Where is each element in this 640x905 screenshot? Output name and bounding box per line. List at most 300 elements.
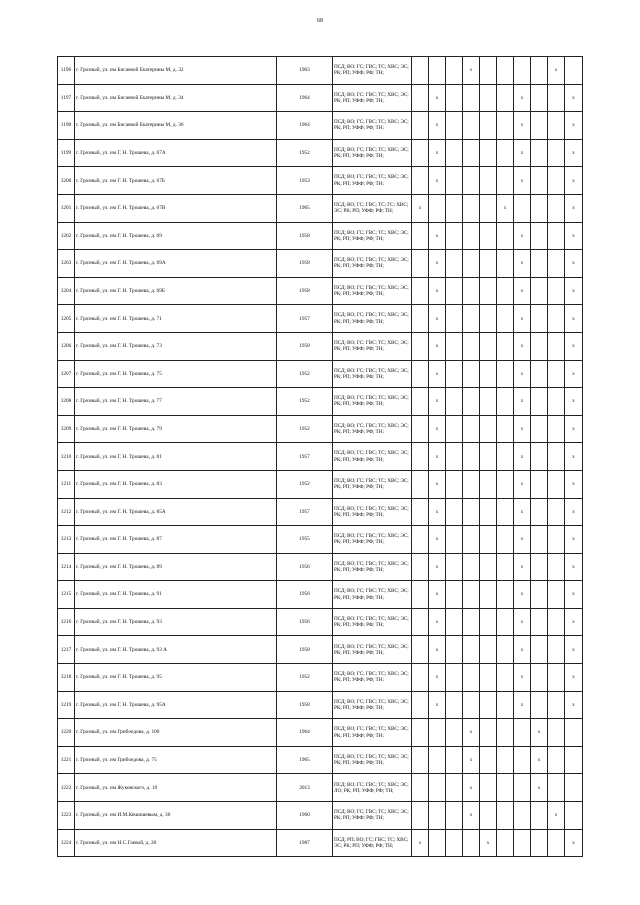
mark-cell: [463, 691, 480, 719]
mark-cell: [548, 167, 565, 195]
mark-cell: [412, 415, 429, 443]
mark-cell: [446, 360, 463, 388]
works-cell: ПСД; ВО; ГС; ГВС; ТС; ХВС; ЭС; РК; РП; УФФ; РФ; ТН;: [333, 719, 412, 747]
address-cell: г. Грозный, ул. им Г. Н. Трошева, д. 75: [75, 360, 277, 388]
works-cell: ПСД; ВО; ГС; ГВС; ТС; ХВС; ЭС; ЛО; РК; РП; УФФ; РФ; ТН;: [333, 774, 412, 802]
mark-cell: [412, 84, 429, 112]
table-row: [58, 222, 583, 250]
mark-cell: x: [514, 415, 531, 443]
mark-cell: x: [463, 774, 480, 802]
works-cell: ПСД; ВО; ГС; ГВС; ТС; ХВС; ЭС; РК; РП; УФФ; РФ; ТН;: [333, 498, 412, 526]
mark-cell: [446, 664, 463, 692]
mark-cell: [548, 719, 565, 747]
mark-cell: [463, 636, 480, 664]
mark-cell: [429, 194, 446, 222]
mark-cell: [497, 415, 514, 443]
mark-cell: [463, 498, 480, 526]
mark-cell: x: [565, 84, 583, 112]
address-cell: г. Грозный, ул. им Н.С.Гаевой, д. 20: [75, 829, 277, 857]
mark-cell: x: [429, 526, 446, 554]
mark-cell: x: [565, 664, 583, 692]
mark-cell: x: [514, 332, 531, 360]
mark-cell: [412, 636, 429, 664]
mark-cell: [446, 802, 463, 830]
mark-cell: [565, 57, 583, 85]
mark-cell: [497, 691, 514, 719]
row-number: 1199: [58, 139, 75, 167]
mark-cell: [463, 84, 480, 112]
mark-cell: [531, 526, 548, 554]
year-cell: 1952: [277, 360, 333, 388]
mark-cell: [497, 84, 514, 112]
mark-cell: x: [565, 608, 583, 636]
mark-cell: x: [463, 57, 480, 85]
mark-cell: x: [531, 719, 548, 747]
mark-cell: [497, 443, 514, 471]
mark-cell: [497, 388, 514, 416]
works-cell: ПСД; ВО; ГС; ГВС; ТС; ХВС; ЭС; РК; РП; УФФ; РФ; ТН;: [333, 139, 412, 167]
table-row: [58, 194, 583, 222]
mark-cell: [497, 250, 514, 278]
mark-cell: [412, 443, 429, 471]
mark-cell: [412, 57, 429, 85]
works-cell: ПСД; ВО; ГС; ГВС; ТС; ХВС; ЭС; РК; РП; УФФ; РФ; ТН;: [333, 664, 412, 692]
year-cell: 1965: [277, 194, 333, 222]
mark-cell: [446, 415, 463, 443]
mark-cell: x: [565, 332, 583, 360]
mark-cell: [446, 388, 463, 416]
mark-cell: x: [565, 526, 583, 554]
mark-cell: [497, 774, 514, 802]
table-row: [58, 802, 583, 830]
table-row: [58, 57, 583, 85]
address-cell: г. Грозный, ул. им Г. Н. Трошева, д. 71: [75, 305, 277, 333]
works-cell: ПСД; ВО; ГС; ГВС; ТС; ХВС; ЭС; РК; РП; УФФ; РФ; ТН;: [333, 636, 412, 664]
mark-cell: [514, 774, 531, 802]
mark-cell: x: [514, 388, 531, 416]
mark-cell: [412, 277, 429, 305]
table-row: [58, 112, 583, 140]
mark-cell: x: [565, 305, 583, 333]
mark-cell: [480, 84, 497, 112]
mark-cell: x: [514, 664, 531, 692]
mark-cell: [480, 608, 497, 636]
address-cell: г. Грозный, ул. им Г. Н. Трошева, д. 93 А: [75, 636, 277, 664]
mark-cell: [548, 636, 565, 664]
table-row: [58, 250, 583, 278]
address-cell: г. Грозный, ул. им И.М.Кешишевым, д. 30: [75, 802, 277, 830]
mark-cell: [548, 664, 565, 692]
mark-cell: x: [514, 305, 531, 333]
mark-cell: x: [565, 443, 583, 471]
mark-cell: [548, 608, 565, 636]
mark-cell: [531, 443, 548, 471]
mark-cell: [412, 305, 429, 333]
mark-cell: [446, 305, 463, 333]
table-row: [58, 608, 583, 636]
mark-cell: [565, 719, 583, 747]
address-cell: г. Грозный, ул. им Г. Н. Трошева, д. 85А: [75, 498, 277, 526]
works-cell: ПСД; ВО; ГС; ГВС; ТС; ХВС; ЭС; РК; РП; УФФ; РФ; ТН;: [333, 57, 412, 85]
mark-cell: [429, 57, 446, 85]
mark-cell: [480, 57, 497, 85]
mark-cell: x: [514, 581, 531, 609]
row-number: 1216: [58, 608, 75, 636]
mark-cell: [463, 277, 480, 305]
year-cell: 1957: [277, 498, 333, 526]
table-row: [58, 167, 583, 195]
mark-cell: [446, 222, 463, 250]
mark-cell: x: [429, 112, 446, 140]
mark-cell: x: [514, 470, 531, 498]
mark-cell: [531, 277, 548, 305]
mark-cell: [548, 581, 565, 609]
table-row: [58, 581, 583, 609]
mark-cell: x: [429, 691, 446, 719]
works-cell: ПСД; ВО; ГС; ГВС; ТС; ХВС; ЭС; РК; РП; УФФ; РФ; ТН;: [333, 360, 412, 388]
address-cell: г. Грозный, ул. им Бисаевой Екатерины М, д. 36: [75, 112, 277, 140]
mark-cell: x: [429, 553, 446, 581]
mark-cell: [446, 746, 463, 774]
mark-cell: [514, 194, 531, 222]
mark-cell: x: [514, 167, 531, 195]
row-number: 1221: [58, 746, 75, 774]
row-number: 1215: [58, 581, 75, 609]
mark-cell: x: [565, 470, 583, 498]
mark-cell: [480, 112, 497, 140]
row-number: 1224: [58, 829, 75, 857]
mark-cell: [480, 498, 497, 526]
works-cell: ПСД; ВО; ГС; ГВС; ТС; ХВС; ЭС; РК; РП; УФФ; РФ; ТН;: [333, 470, 412, 498]
address-cell: г. Грозный, ул. им Г. Н. Трошева, д. 67В: [75, 194, 277, 222]
mark-cell: x: [565, 636, 583, 664]
mark-cell: [548, 222, 565, 250]
mark-cell: [497, 139, 514, 167]
mark-cell: [480, 553, 497, 581]
works-cell: ПСД; ВО; ГС; ГВС; ТС; ХВС; ЭС; РК; РП; УФФ; РФ; ТН;: [333, 802, 412, 830]
mark-cell: x: [565, 829, 583, 857]
mark-cell: [497, 581, 514, 609]
works-cell: ПСД; ВО; ГС; ГВС; ТС; ХВС; ЭС; РК; РП; УФФ; РФ; ТН;: [333, 112, 412, 140]
row-number: 1203: [58, 250, 75, 278]
mark-cell: [531, 250, 548, 278]
mark-cell: x: [514, 553, 531, 581]
mark-cell: [480, 388, 497, 416]
mark-cell: x: [565, 112, 583, 140]
mark-cell: [497, 57, 514, 85]
mark-cell: [446, 581, 463, 609]
mark-cell: [463, 332, 480, 360]
mark-cell: [463, 388, 480, 416]
mark-cell: [548, 691, 565, 719]
row-number: 1197: [58, 84, 75, 112]
works-cell: ПСД; ВО; ГС; ГВС; ТС; ХВС; ЭС; РК; РП; УФФ; РФ; ТН;: [333, 332, 412, 360]
table-row: [58, 526, 583, 554]
mark-cell: [548, 112, 565, 140]
mark-cell: [480, 167, 497, 195]
mark-cell: [497, 112, 514, 140]
mark-cell: [412, 526, 429, 554]
row-number: 1212: [58, 498, 75, 526]
mark-cell: [531, 112, 548, 140]
address-cell: г. Грозный, ул. им Г. Н. Трошева, д. 73: [75, 332, 277, 360]
mark-cell: [497, 746, 514, 774]
mark-cell: x: [429, 84, 446, 112]
mark-cell: x: [429, 470, 446, 498]
table-row: [58, 443, 583, 471]
mark-cell: x: [429, 277, 446, 305]
mark-cell: [463, 305, 480, 333]
mark-cell: x: [514, 84, 531, 112]
mark-cell: [412, 498, 429, 526]
mark-cell: x: [565, 277, 583, 305]
row-number: 1217: [58, 636, 75, 664]
mark-cell: x: [565, 691, 583, 719]
mark-cell: x: [514, 608, 531, 636]
mark-cell: [446, 139, 463, 167]
year-cell: 1956: [277, 581, 333, 609]
works-cell: ПСД; ВО; ГС; ГВС; ТС; ХВС; ЭС; РК; РП; УФФ; РФ; ТН;: [333, 581, 412, 609]
year-cell: 1964: [277, 719, 333, 747]
mark-cell: [412, 470, 429, 498]
mark-cell: [548, 498, 565, 526]
mark-cell: [412, 332, 429, 360]
mark-cell: [463, 415, 480, 443]
mark-cell: [565, 746, 583, 774]
mark-cell: [412, 250, 429, 278]
mark-cell: [429, 802, 446, 830]
mark-cell: [463, 167, 480, 195]
mark-cell: [497, 719, 514, 747]
mark-cell: [497, 553, 514, 581]
address-cell: г. Грозный, ул. им Г. Н. Трошева, д. 79: [75, 415, 277, 443]
mark-cell: x: [429, 139, 446, 167]
mark-cell: [548, 84, 565, 112]
mark-cell: [531, 829, 548, 857]
mark-cell: [429, 746, 446, 774]
mark-cell: [531, 222, 548, 250]
year-cell: 1964: [277, 112, 333, 140]
works-cell: ПСД; ВО; ГС; ГВС; ТС; ХВС; ЭС; РК; РП; УФФ; РФ; ТН;: [333, 84, 412, 112]
mark-cell: [480, 443, 497, 471]
mark-cell: x: [514, 498, 531, 526]
mark-cell: [480, 526, 497, 554]
year-cell: 1957: [277, 443, 333, 471]
mark-cell: [531, 305, 548, 333]
mark-cell: [548, 139, 565, 167]
mark-cell: [446, 277, 463, 305]
mark-cell: [548, 553, 565, 581]
mark-cell: x: [565, 553, 583, 581]
works-cell: ПСД; ВО; ГС; ГВС; ТС; ХВС; ЭС; РК; РП; УФФ; РФ; ТН;: [333, 553, 412, 581]
mark-cell: [412, 608, 429, 636]
table-row: [58, 829, 583, 857]
table-row: [58, 388, 583, 416]
mark-cell: [531, 360, 548, 388]
mark-cell: [531, 57, 548, 85]
mark-cell: [480, 774, 497, 802]
address-cell: г. Грозный, ул. им Г. Н. Трошева, д. 87: [75, 526, 277, 554]
mark-cell: x: [531, 774, 548, 802]
mark-cell: [497, 498, 514, 526]
row-number: 1220: [58, 719, 75, 747]
mark-cell: [412, 139, 429, 167]
mark-cell: [480, 277, 497, 305]
year-cell: 1952: [277, 415, 333, 443]
year-cell: 1952: [277, 139, 333, 167]
row-number: 1196: [58, 57, 75, 85]
mark-cell: [463, 112, 480, 140]
mark-cell: [514, 719, 531, 747]
mark-cell: [446, 691, 463, 719]
mark-cell: [531, 470, 548, 498]
mark-cell: x: [497, 194, 514, 222]
mark-cell: [514, 802, 531, 830]
row-number: 1209: [58, 415, 75, 443]
mark-cell: [446, 608, 463, 636]
mark-cell: [446, 194, 463, 222]
mark-cell: [497, 167, 514, 195]
year-cell: 1958: [277, 691, 333, 719]
mark-cell: [514, 829, 531, 857]
row-number: 1213: [58, 526, 75, 554]
mark-cell: [429, 774, 446, 802]
mark-cell: [531, 332, 548, 360]
mark-cell: [480, 360, 497, 388]
mark-cell: [480, 719, 497, 747]
table-row: [58, 664, 583, 692]
mark-cell: x: [429, 608, 446, 636]
year-cell: 1953: [277, 167, 333, 195]
mark-cell: [497, 360, 514, 388]
row-number: 1210: [58, 443, 75, 471]
mark-cell: [531, 498, 548, 526]
mark-cell: [497, 802, 514, 830]
mark-cell: [446, 84, 463, 112]
mark-cell: x: [565, 139, 583, 167]
table-row: [58, 332, 583, 360]
year-cell: 1957: [277, 305, 333, 333]
mark-cell: x: [412, 829, 429, 857]
mark-cell: [429, 719, 446, 747]
row-number: 1207: [58, 360, 75, 388]
year-cell: 1952: [277, 470, 333, 498]
mark-cell: [412, 360, 429, 388]
mark-cell: x: [514, 250, 531, 278]
works-cell: ПСД; ВО; ГС; ГВС; ТС; ХВС; ЭС; РК; РП; УФФ; РФ; ТН;: [333, 167, 412, 195]
mark-cell: [480, 250, 497, 278]
mark-cell: [497, 222, 514, 250]
mark-cell: [412, 167, 429, 195]
mark-cell: [514, 57, 531, 85]
address-cell: г. Грозный, ул. им Г. Н. Трошева, д. 95А: [75, 691, 277, 719]
mark-cell: x: [429, 388, 446, 416]
mark-cell: [463, 581, 480, 609]
mark-cell: [463, 470, 480, 498]
mark-cell: [497, 332, 514, 360]
works-cell: ПСД; ВО; ГС; ГВС; ТС; ХВС; ЭС; РК; РП; УФФ; РФ; ТН;: [333, 746, 412, 774]
mark-cell: [531, 581, 548, 609]
mark-cell: [531, 388, 548, 416]
mark-cell: [463, 664, 480, 692]
address-cell: г. Грозный, ул. им Г. Н. Трошева, д. 81: [75, 443, 277, 471]
works-cell: ПСД; ВО; ГС; ГВС; ТС; ХВС; ЭС; РК; РП; УФФ; РФ; ТН;: [333, 277, 412, 305]
mark-cell: x: [429, 498, 446, 526]
mark-cell: [531, 167, 548, 195]
year-cell: 1956: [277, 608, 333, 636]
mark-cell: [463, 139, 480, 167]
mark-cell: x: [514, 222, 531, 250]
year-cell: 1958: [277, 332, 333, 360]
mark-cell: [548, 194, 565, 222]
mark-cell: [548, 360, 565, 388]
mark-cell: [497, 526, 514, 554]
mark-cell: x: [565, 415, 583, 443]
table-row: [58, 139, 583, 167]
address-cell: г. Грозный, ул. им Бисаевой Екатерины М, д. 32: [75, 57, 277, 85]
works-cell: ПСД; ВО; ГС; ГВС; ТС; ХВС; ЭС; РК; РП; УФФ; РФ; ТН;: [333, 250, 412, 278]
mark-cell: [480, 139, 497, 167]
mark-cell: [446, 774, 463, 802]
mark-cell: x: [548, 802, 565, 830]
mark-cell: [565, 802, 583, 830]
address-cell: г. Грозный, ул. им Грибоедова, д. 75: [75, 746, 277, 774]
row-number: 1205: [58, 305, 75, 333]
year-cell: 1952: [277, 388, 333, 416]
mark-cell: x: [565, 222, 583, 250]
mark-cell: x: [565, 498, 583, 526]
mark-cell: [463, 829, 480, 857]
address-cell: г. Грозный, ул. им Г. Н. Трошева, д. 67Б: [75, 167, 277, 195]
mark-cell: x: [480, 829, 497, 857]
mark-cell: [548, 388, 565, 416]
mark-cell: [531, 691, 548, 719]
row-number: 1202: [58, 222, 75, 250]
mark-cell: [531, 553, 548, 581]
mark-cell: [412, 719, 429, 747]
mark-cell: [446, 112, 463, 140]
works-cell: ПСД; РП; ВО; ГС; ГВС; ТС; ХВС; ЭС; РК; РП; УФФ; РФ; ТН;: [333, 829, 412, 857]
mark-cell: x: [429, 167, 446, 195]
address-cell: г. Грозный, ул. им Жуковского, д. 10: [75, 774, 277, 802]
year-cell: 1952: [277, 664, 333, 692]
table-row: [58, 774, 583, 802]
mark-cell: [497, 305, 514, 333]
works-cell: ПСД; ВО; ГС; ГВС; ТС; ХВС; ЭС; РК; РП; УФФ; РФ; ТН;: [333, 691, 412, 719]
year-cell: 1958: [277, 277, 333, 305]
mark-cell: [463, 222, 480, 250]
mark-cell: [531, 608, 548, 636]
mark-cell: [463, 553, 480, 581]
mark-cell: [480, 415, 497, 443]
address-cell: г. Грозный, ул. им Г. Н. Трошева, д. 69Б: [75, 277, 277, 305]
year-cell: 1955: [277, 526, 333, 554]
year-cell: 1958: [277, 636, 333, 664]
row-number: 1214: [58, 553, 75, 581]
mark-cell: [548, 829, 565, 857]
mark-cell: [548, 277, 565, 305]
row-number: 1204: [58, 277, 75, 305]
mark-cell: x: [429, 581, 446, 609]
year-cell: 1958: [277, 250, 333, 278]
mark-cell: [548, 774, 565, 802]
mark-cell: [446, 553, 463, 581]
mark-cell: x: [565, 167, 583, 195]
mark-cell: [531, 139, 548, 167]
address-cell: г. Грозный, ул. им Г. Н. Трошева, д. 95: [75, 664, 277, 692]
mark-cell: [480, 194, 497, 222]
mark-cell: [412, 746, 429, 774]
